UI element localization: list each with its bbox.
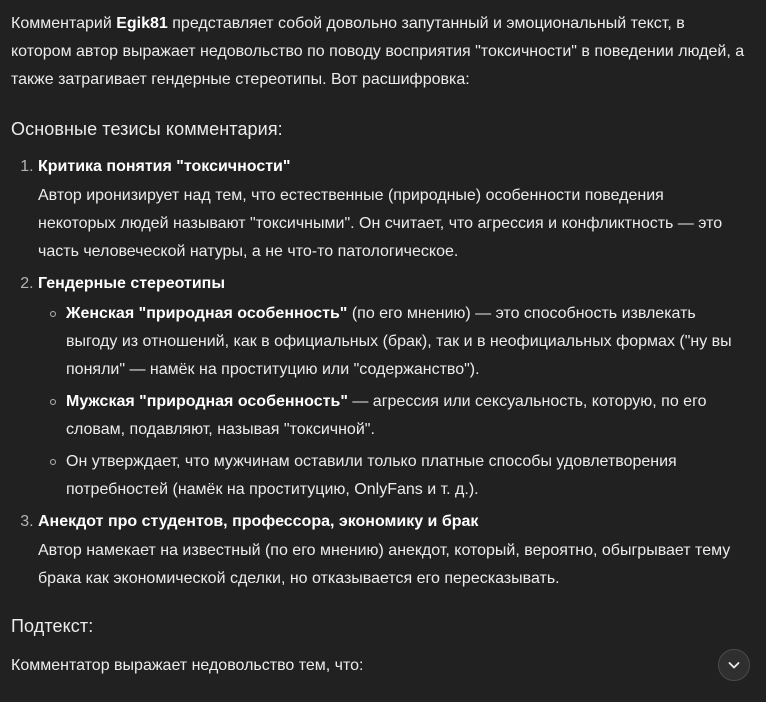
sub-list-item	[66, 448, 746, 504]
subtext-lead: Комментатор выражает недовольство тем, что:	[11, 657, 364, 674]
list-item	[38, 153, 746, 266]
list-item	[38, 508, 746, 593]
chevron-down-icon	[726, 657, 742, 673]
item-title: 2. Гендерные стереотипы	[38, 275, 225, 292]
subtext-heading: Подтекст:	[11, 616, 94, 636]
bullet-icon	[50, 311, 56, 317]
sub-list-item	[66, 300, 746, 384]
bullet-icon	[50, 459, 56, 465]
list-item	[38, 270, 746, 504]
item-title: 3. Анекдот про студентов, профессора, экономику и брак	[38, 513, 479, 530]
scroll-to-bottom-button[interactable]	[718, 649, 750, 681]
sub-item-text: Он утверждает, что мужчинам оставили только платные способы удовлетворения потребностей (намёк на проституцию, OnlyFans и т. д.).	[66, 453, 677, 498]
intro-suffix: представляет собой довольно запутанный и эмоциональный текст, в котором автор выражает недовольство по поводу восприятия "токсичности" в поведении людей, а также затрагивает гендерные стереотипы. Вот расшифровка:	[11, 15, 745, 88]
sub-item-text: (по его мнению) — это способность извлекать выгоду из отношений, как в официальных (брак), так и в неофициальных формах ("ну вы поняли" — намёк на проституцию или "содержанство").	[66, 305, 732, 378]
item-body: Автор намекает на известный (по его мнению) анекдот, который, вероятно, обыгрывает тему брака как экономической сделки, но отказывается его пересказывать.	[38, 542, 731, 587]
intro-author: Egik81	[116, 15, 168, 32]
assistant-message	[11, 10, 746, 680]
sub-item-text: — агрессия или сексуальность, которую, по его словам, подавляют, называя "токсичной".	[66, 393, 707, 438]
sub-item-bold: Мужская "природная особенность"	[66, 393, 348, 410]
bullet-icon	[50, 399, 56, 405]
theses-list	[11, 153, 746, 593]
item-body: Автор иронизирует над тем, что естественные (природные) особенности поведения некоторых людей называют "токсичными". Он считает, что агрессия и конфликтность — это часть человеческой натуры, а не что-то патологическое.	[38, 187, 723, 260]
sub-item-bold: Женская "природная особенность"	[66, 305, 348, 322]
sub-list-item	[66, 388, 746, 444]
intro-paragraph	[11, 10, 746, 94]
intro-prefix: Комментарий	[11, 15, 117, 32]
sub-list	[38, 300, 746, 504]
item-title: 1. Критика понятия "токсичности"	[38, 158, 291, 175]
theses-heading: Основные тезисы комментария:	[11, 119, 283, 139]
